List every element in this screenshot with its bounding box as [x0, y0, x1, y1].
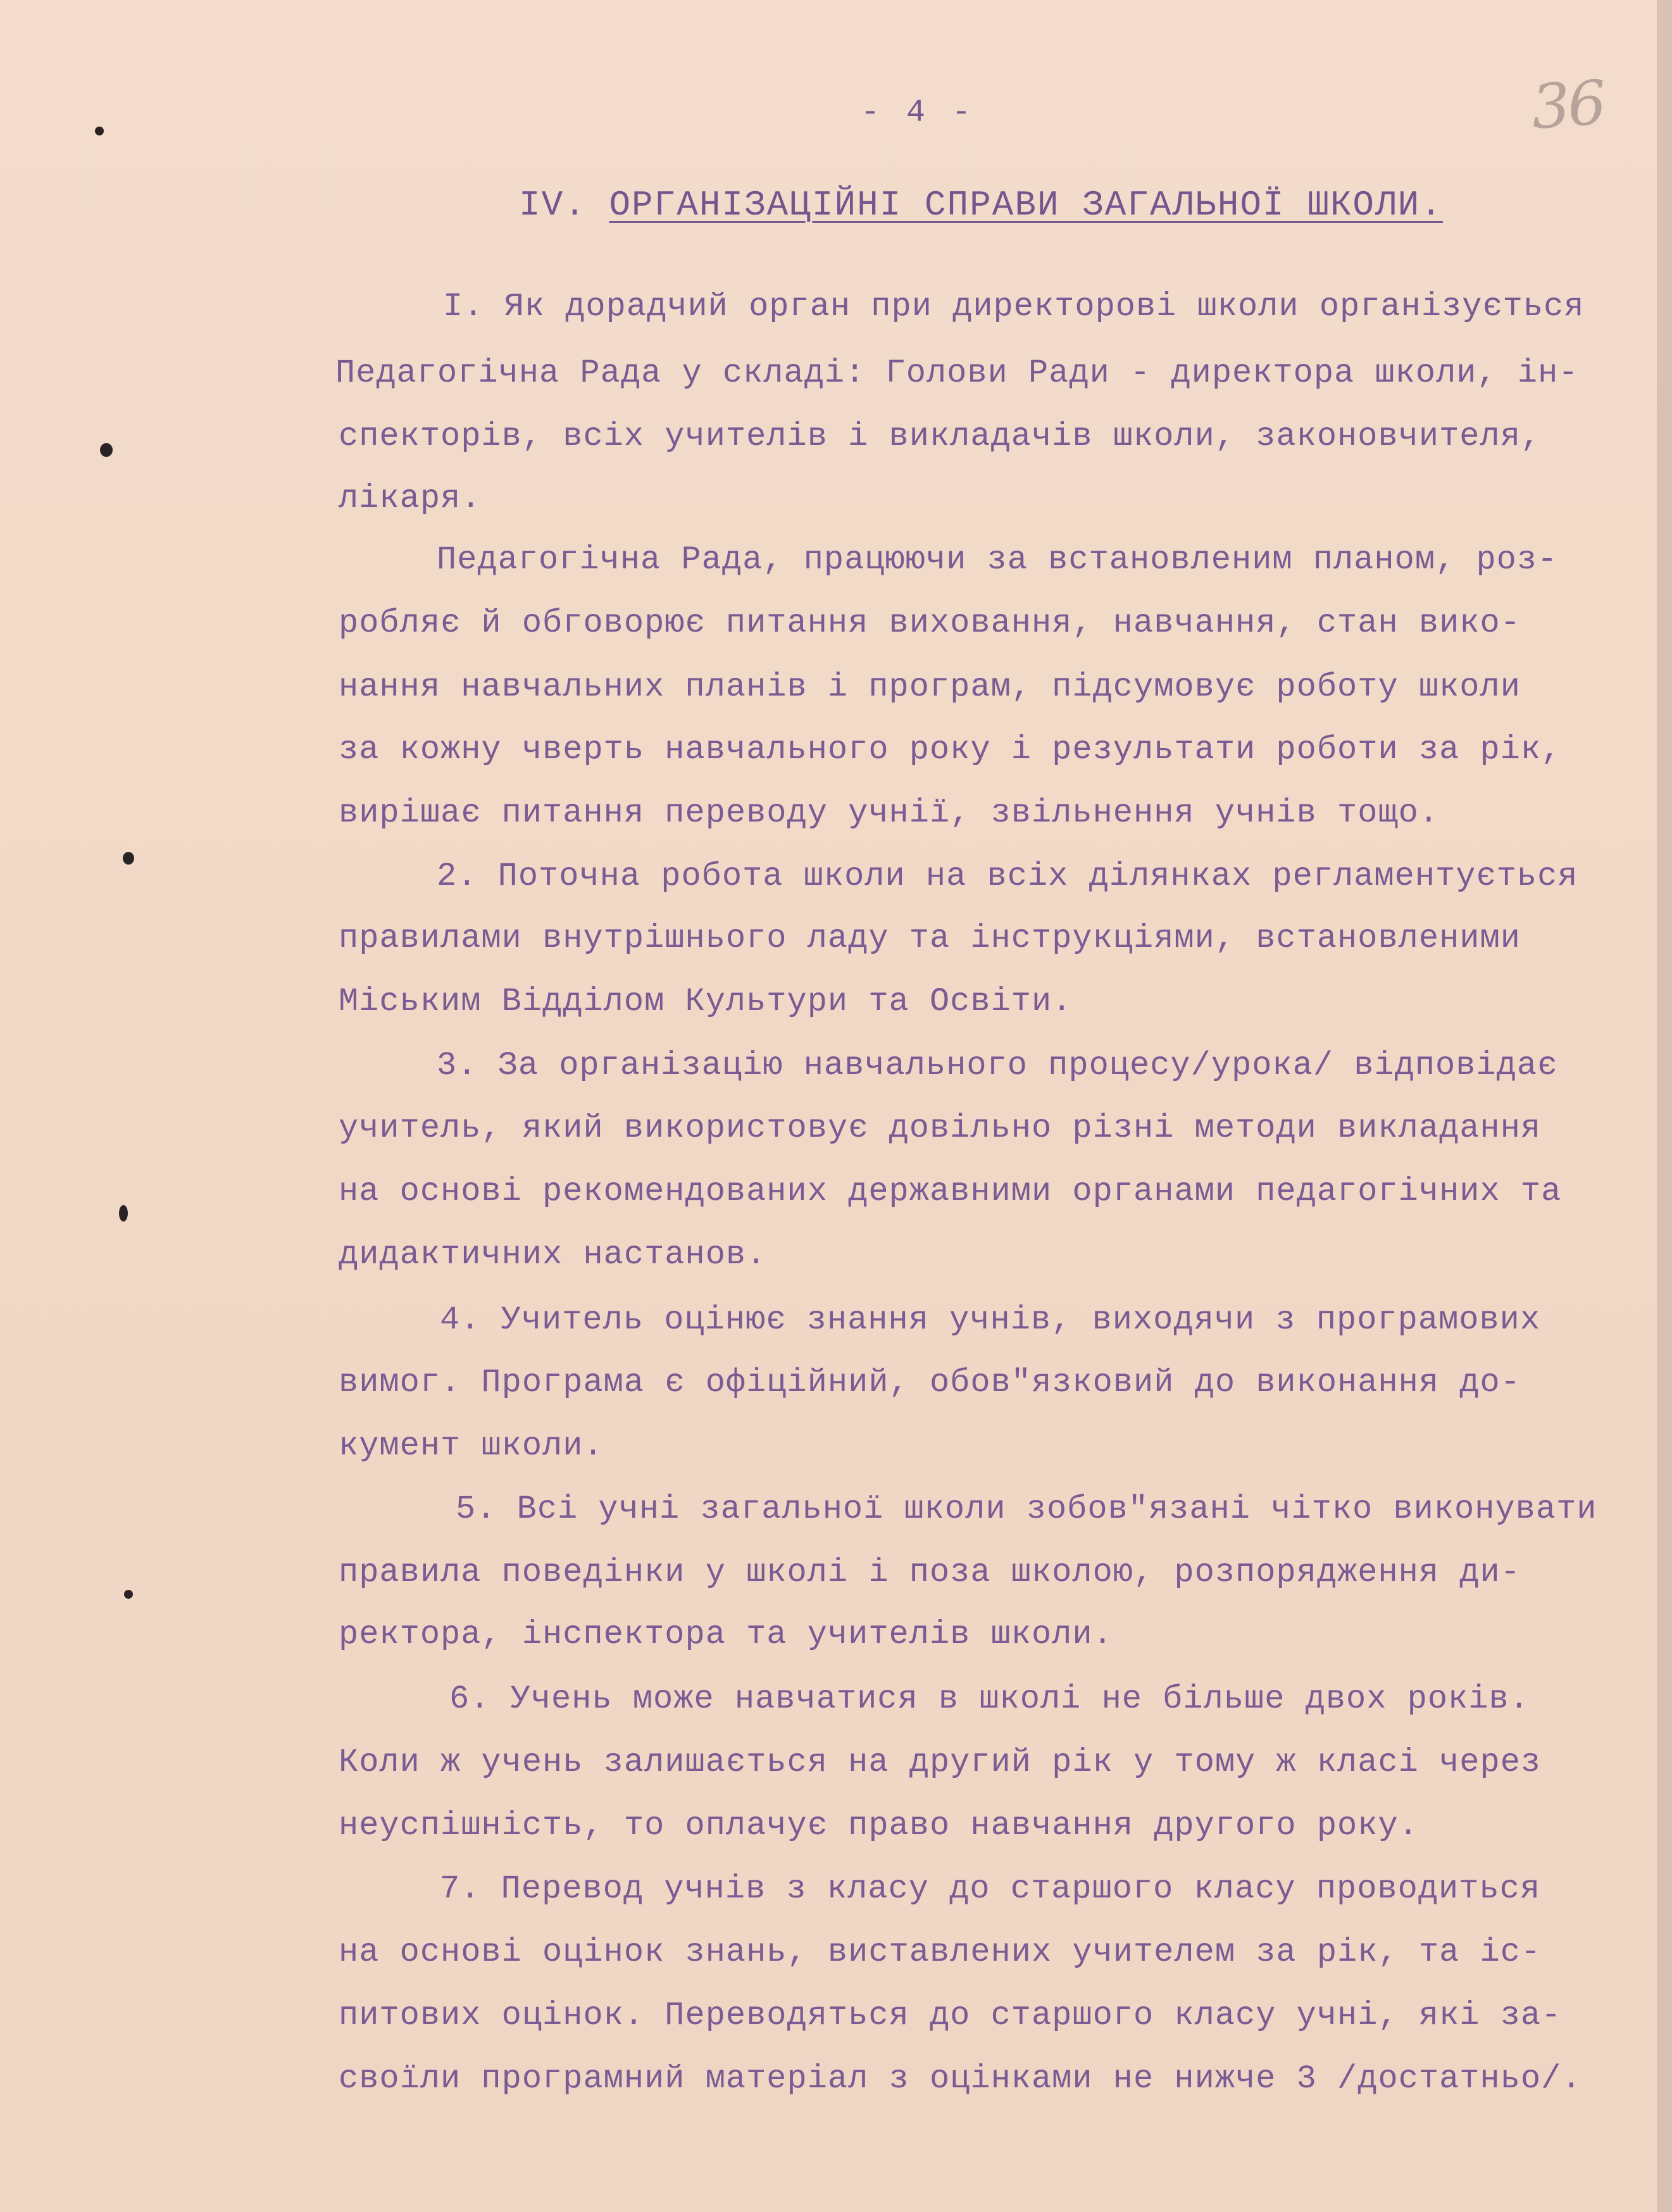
page-number: - 4 - [861, 95, 975, 131]
text-line: на основі оцінок знань, виставлених учителем за рік, та іс- [339, 1934, 1542, 1971]
text-line: вирішає питання переводу учнії, звільнення учнів тощо. [339, 794, 1440, 832]
section-heading [519, 185, 1443, 225]
page-edge [1657, 0, 1672, 2212]
text-line: правила поведінки у школі і поза школою, розпорядження ди- [339, 1554, 1521, 1591]
text-line: Педагогічна Рада, працюючи за встановленим планом, роз- [437, 541, 1558, 578]
binding-hole [95, 127, 104, 135]
text-line: Коли ж учень залишається на другий рік у тому ж класі через [339, 1744, 1542, 1781]
text-line: неуспішність, то оплачує право навчання другого року. [339, 1807, 1419, 1844]
text-line: питових оцінок. Переводяться до старшого класу учні, які за- [339, 1997, 1562, 2034]
binding-hole [119, 1205, 128, 1222]
text-line: правилами внутрішнього ладу та інструкціями, встановленими [339, 920, 1521, 957]
text-line: 5. Всі учні загальної школи зобов"язані чітко виконувати [456, 1490, 1597, 1528]
text-line: 7. Перевод учнів з класу до старшого класу проводиться [440, 1870, 1541, 1908]
text-line: лікаря. [339, 480, 482, 517]
binding-hole [100, 443, 113, 457]
text-line: спекторів, всіх учителів і викладачів школи, законовчителя, [339, 418, 1542, 455]
text-line: за кожну чверть навчального року і результати роботи за рік, [339, 731, 1562, 768]
section-title: ОРГАНІЗАЦІЙНІ СПРАВИ ЗАГАЛЬНОЇ ШКОЛИ. [609, 185, 1443, 225]
text-line: робляє й обговорює питання виховання, навчання, стан вико- [339, 604, 1521, 642]
text-line: вимог. Програма є офіційний, обов"язковий до виконання до- [339, 1364, 1521, 1401]
text-line: 6. Учень може навчатися в школі не більше двох років. [449, 1680, 1530, 1718]
text-line: 4. Учитель оцінює знання учнів, виходячи з програмових [440, 1301, 1541, 1339]
text-line: I. Як дорадчий орган при директорові школи організується [443, 288, 1585, 325]
text-line: ректора, інспектора та учителів школи. [339, 1616, 1113, 1653]
text-line: кумент школи. [339, 1427, 604, 1465]
binding-hole [123, 852, 134, 865]
text-line: нання навчальних планів і програм, підсумовує роботу школи [339, 668, 1521, 706]
text-line: учитель, який використовує довільно різні методи викладання [339, 1109, 1542, 1147]
section-numeral: IV. [519, 185, 587, 225]
text-line: Педагогічна Рада у складі: Голови Ради - директора школи, ін- [335, 354, 1579, 392]
text-line: 3. За організацію навчального процесу/урока/ відповідає [437, 1047, 1558, 1084]
binding-hole [124, 1590, 133, 1599]
text-line: своїли програмний матеріал з оцінками не нижче 3 /достатньо/. [339, 2060, 1582, 2097]
text-line: на основі рекомендованих державними органами педагогічних та [339, 1173, 1562, 1210]
archive-folio-number: 36 [1529, 67, 1606, 143]
text-line: 2. Поточна робота школи на всіх ділянках регламентується [437, 858, 1578, 895]
text-line: дидактичних настанов. [339, 1236, 767, 1273]
text-line: Міським Відділом Культури та Освіти. [339, 983, 1073, 1020]
